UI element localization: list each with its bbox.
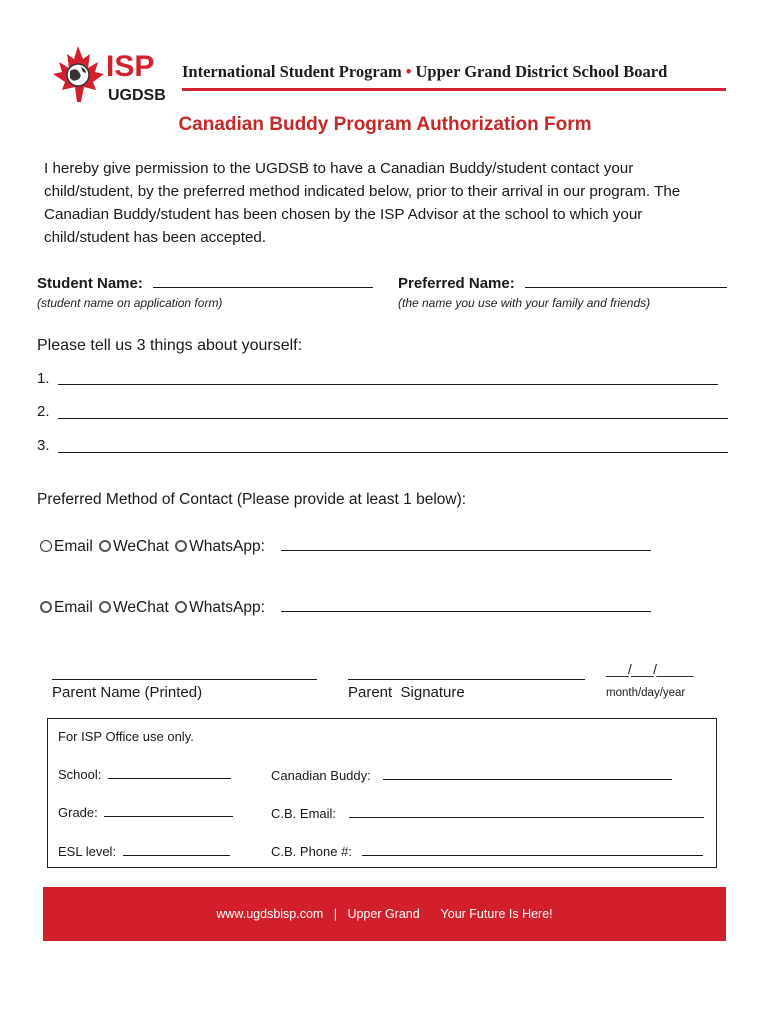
preferred-name-row (398, 273, 727, 292)
office-cb-phone-row (271, 843, 703, 859)
wechat-option-label-2: WeChat (113, 599, 169, 616)
office-esl-field[interactable] (123, 843, 230, 856)
contact-prompt: Preferred Method of Contact (Please provide at least 1 below): (37, 491, 467, 508)
header-rule (182, 88, 726, 91)
preferred-name-label: Preferred Name: (398, 275, 515, 292)
office-school-field[interactable] (108, 766, 231, 779)
footer-separator-bar: | (333, 907, 338, 921)
date-label: month/day/year (606, 687, 686, 699)
email-option-label: Email (54, 538, 93, 555)
wechat-radio-1[interactable] (99, 540, 111, 552)
logo-ugdsb-text: UGDSB (108, 87, 166, 104)
org-left: International Student Program (182, 62, 402, 81)
office-heading: For ISP Office use only. (58, 729, 194, 744)
office-buddy-field[interactable] (383, 767, 672, 780)
wechat-radio-2[interactable] (99, 601, 111, 613)
office-cb-phone-label: C.B. Phone #: (271, 844, 352, 859)
office-school-row (58, 766, 231, 782)
three-things-prompt: Please tell us 3 things about yourself: (37, 337, 303, 354)
parent-name-field[interactable] (52, 665, 317, 680)
office-esl-label: ESL level: (58, 844, 117, 859)
email-radio-1[interactable] (40, 540, 52, 552)
office-school-label: School: (58, 767, 102, 782)
student-name-field[interactable] (153, 273, 373, 288)
organization-title (182, 62, 667, 82)
contact-row-2 (40, 597, 651, 617)
office-cb-phone-field[interactable] (362, 843, 703, 856)
office-grade-field[interactable] (104, 804, 233, 817)
parent-signature-label: Parent Signature (348, 684, 465, 701)
thing-1-field[interactable] (58, 371, 718, 385)
student-name-hint: (student name on application form) (37, 296, 223, 310)
office-grade-label: Grade: (58, 805, 98, 820)
office-cb-email-row (271, 805, 704, 821)
office-grade-row (58, 804, 233, 820)
footer-gap-2 (420, 907, 441, 921)
student-name-row (37, 273, 373, 292)
footer-separator (323, 907, 333, 921)
office-buddy-row (271, 767, 672, 783)
wechat-option-label: WeChat (113, 538, 169, 555)
isp-ugdsb-logo (48, 42, 170, 112)
student-name-label: Student Name: (37, 275, 143, 292)
whatsapp-option-label-2: WhatsApp: (189, 599, 265, 616)
office-buddy-label: Canadian Buddy: (271, 768, 371, 783)
thing-2-field[interactable] (58, 405, 728, 419)
contact-field-2[interactable] (281, 597, 651, 612)
thing-number-2: 2. (37, 403, 50, 420)
whatsapp-radio-2[interactable] (175, 601, 187, 613)
preferred-name-field[interactable] (525, 273, 727, 288)
date-field[interactable]: ___/___/_____ (606, 661, 693, 677)
intro-paragraph: I hereby give permission to the UGDSB to have a Canadian Buddy/student contact your child/student, by the preferred method indicated below, prior to their arrival in our program. The Canadian Buddy/student has been chosen by the ISP Advisor at the school to which your child/student has been accepted. (44, 160, 681, 246)
logo-isp-text: ISP (106, 50, 155, 83)
office-cb-email-field[interactable] (349, 805, 704, 818)
whatsapp-option-label: WhatsApp: (189, 538, 265, 555)
parent-name-label: Parent Name (Printed) (52, 684, 203, 701)
org-separator: • (405, 62, 412, 81)
footer-gap-1 (337, 907, 347, 921)
thing-number-1: 1. (37, 370, 50, 387)
footer-tagline: Your Future Is Here! (440, 907, 553, 921)
office-esl-row (58, 843, 230, 859)
email-option-label-2: Email (54, 599, 93, 616)
preferred-name-hint: (the name you use with your family and friends) (398, 296, 651, 310)
form-title: Canadian Buddy Program Authorization Form (178, 114, 592, 135)
contact-row-1 (40, 536, 651, 556)
office-cb-email-label: C.B. Email: (271, 806, 337, 821)
whatsapp-radio-1[interactable] (175, 540, 187, 552)
footer-org: Upper Grand (347, 907, 420, 921)
email-radio-2[interactable] (40, 601, 52, 613)
parent-signature-field[interactable] (348, 665, 585, 680)
thing-number-3: 3. (37, 437, 50, 454)
footer-banner (43, 887, 726, 941)
org-right: Upper Grand District School Board (415, 62, 668, 81)
footer-website-link[interactable]: www.ugdsbisp.com (216, 907, 324, 921)
thing-3-field[interactable] (58, 439, 728, 453)
contact-field-1[interactable] (281, 536, 651, 551)
